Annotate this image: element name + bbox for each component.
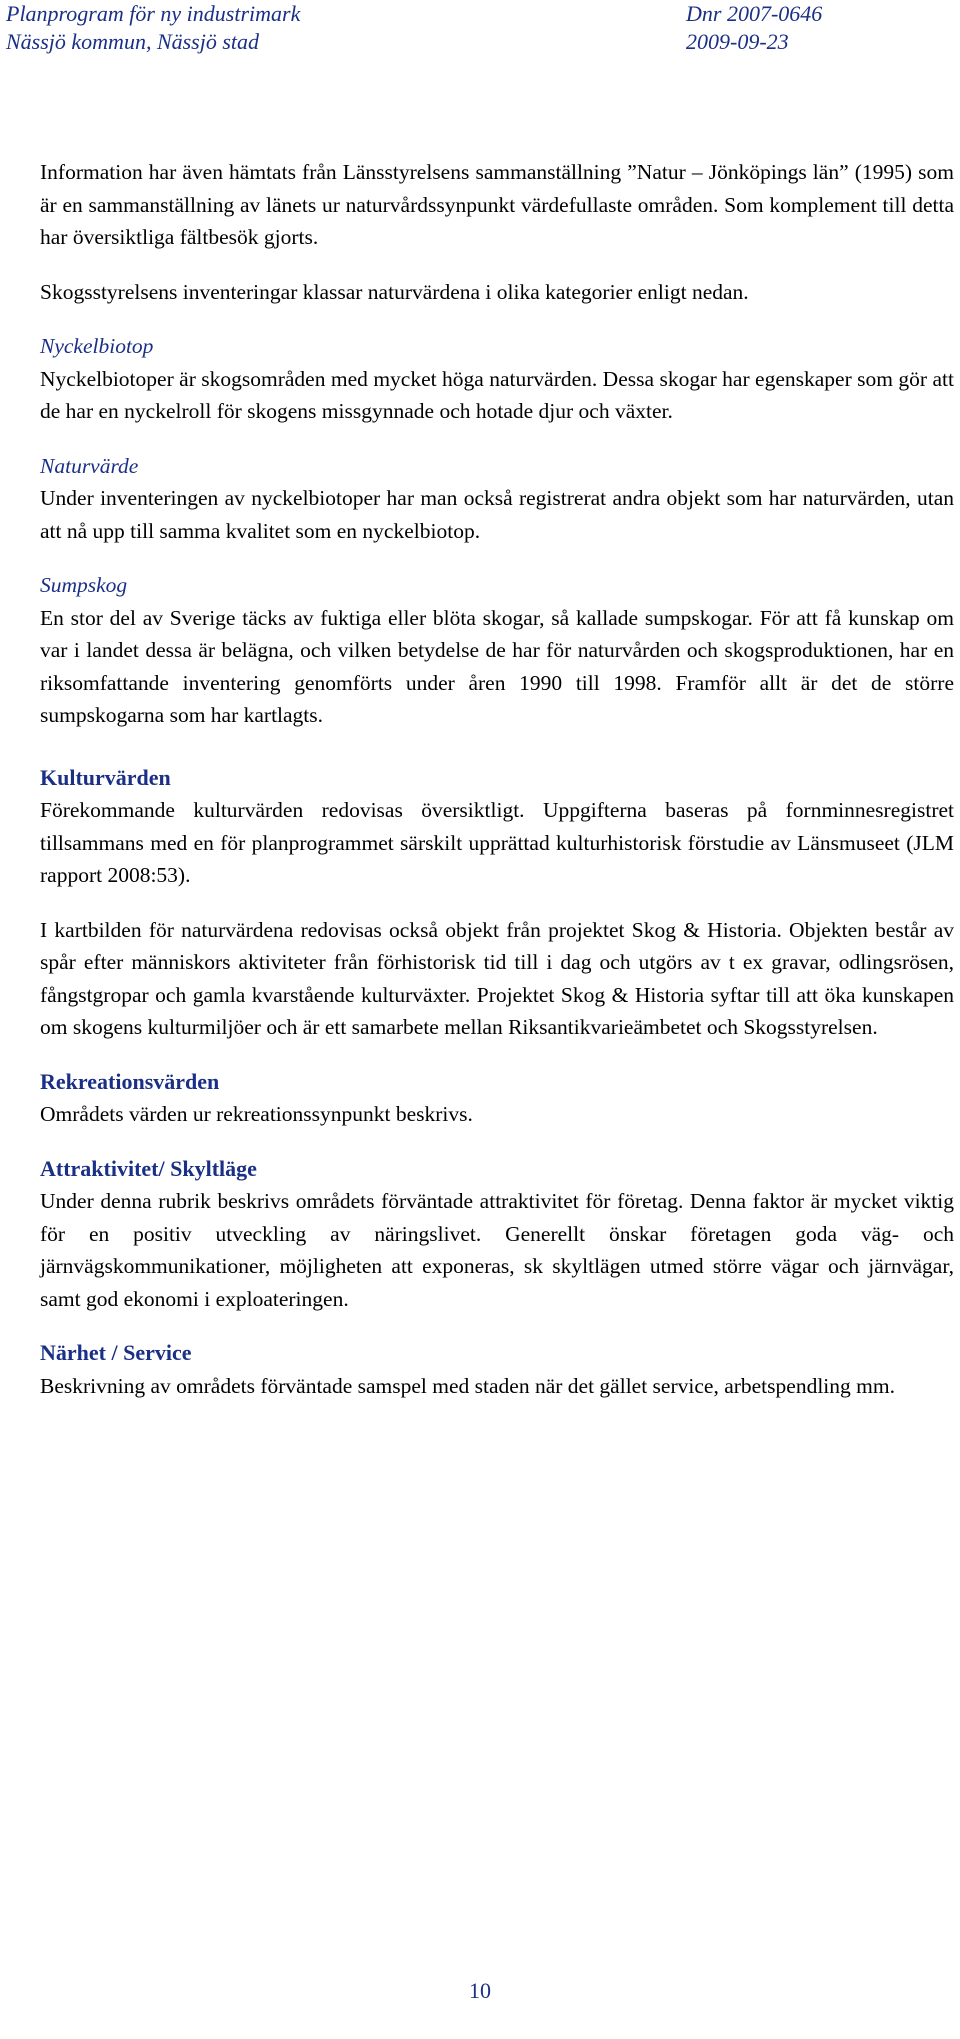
subheading-nyckelbiotop: Nyckelbiotop [40,334,154,358]
paragraph-classification: Skogsstyrelsens inventeringar klassar naturvärdena i olika kategorier enligt nedan. [40,279,749,304]
heading-narhet-service: Närhet / Service [40,1340,192,1365]
heading-attraktivitet: Attraktivitet/ Skyltläge [40,1155,257,1181]
header-left [6,0,300,56]
header-doc-title: Planprogram för ny industrimark [6,1,301,26]
header-date: 2009-09-23 [686,29,789,54]
header-reference-number: Dnr 2007-0646 [686,1,823,26]
paragraph-kulturvarden: Förekommande kulturvärden redovisas översiktligt. Uppgifterna baseras på fornminnesregistret tillsammans med en för planprogrammet särskilt upprättad kulturhistorisk förstudie av Länsmuseet (JLM rapport 2008:53). [40,798,954,887]
paragraph-sumpskog: En stor del av Sverige täcks av fuktiga eller blöta skogar, så kallade sumpskogar. För att få kunskap om var i landet dessa är belägna, och vilken betydelse de har för naturvården och skogsproduktionen, har en riksomfattande inventering genomförts under åren 1990 till 1998. Framför allt är det de större sumpskogarna som har kartlagts. [40,605,954,727]
paragraph-nyckelbiotop: Nyckelbiotoper är skogsområden med mycket höga naturvärden. Dessa skogar har egenskaper som gör att de har en nyckelroll för skogens missgynnade och hotade djur och växter. [40,366,954,423]
page-number: 10 [469,1978,491,2003]
page-header [0,0,960,70]
paragraph-rekreationsvarden: Områdets värden ur rekreationssynpunkt beskrivs. [40,1102,473,1126]
heading-rekreationsvarden: Rekreationsvärden [40,1068,220,1094]
paragraph-skog-historia: I kartbilden för naturvärdena redovisas också objekt från projektet Skog & Historia. Objekten består av spår efter människors aktiviteter från förhistorisk tid till i dag och utgörs av t ex gravar, odlingsrösen, fångstgropar och gamla kvarstående kulturväxter. Projektet Skog & Historia syftar till att öka kunskapen om skogens kulturmiljöer och är ett samarbete mellan Riksantikvarieämbetet och Skogsstyrelsen. [40,917,954,1039]
paragraph-narhet-service: Beskrivning av områdets förväntade samspel med staden när det gället service, arbetspendling mm. [40,1373,895,1398]
subheading-naturvarde: Naturvärde [40,453,139,478]
subheading-sumpskog: Sumpskog [40,573,128,597]
heading-kulturvarden: Kulturvärden [40,764,171,790]
header-right [686,0,822,56]
paragraph-attraktivitet: Under denna rubrik beskrivs områdets förväntade attraktivitet för företag. Denna faktor är mycket viktig för en positiv utveckling av näringslivet. Generellt önskar företagen goda väg- och järnvägskommunikationer, möjligheten att exponeras, sk skyltlägen utmed större vägar och järnvägar, samt god ekonomi i exploateringen. [40,1189,954,1311]
paragraph-information-sources: Information har även hämtats från Länsstyrelsens sammanställning ”Natur – Jönköpings län” (1995) som är en sammanställning av länets ur naturvårdssynpunkt värdefullaste områden. Som komplement till detta har översiktliga fältbesök gjorts. [40,160,954,249]
main-content [40,156,954,1402]
paragraph-naturvarde: Under inventeringen av nyckelbiotoper har man också registrerat andra objekt som har naturvärden, utan att nå upp till samma kvalitet som en nyckelbiotop. [40,486,954,543]
header-municipality: Nässjö kommun, Nässjö stad [6,29,260,54]
